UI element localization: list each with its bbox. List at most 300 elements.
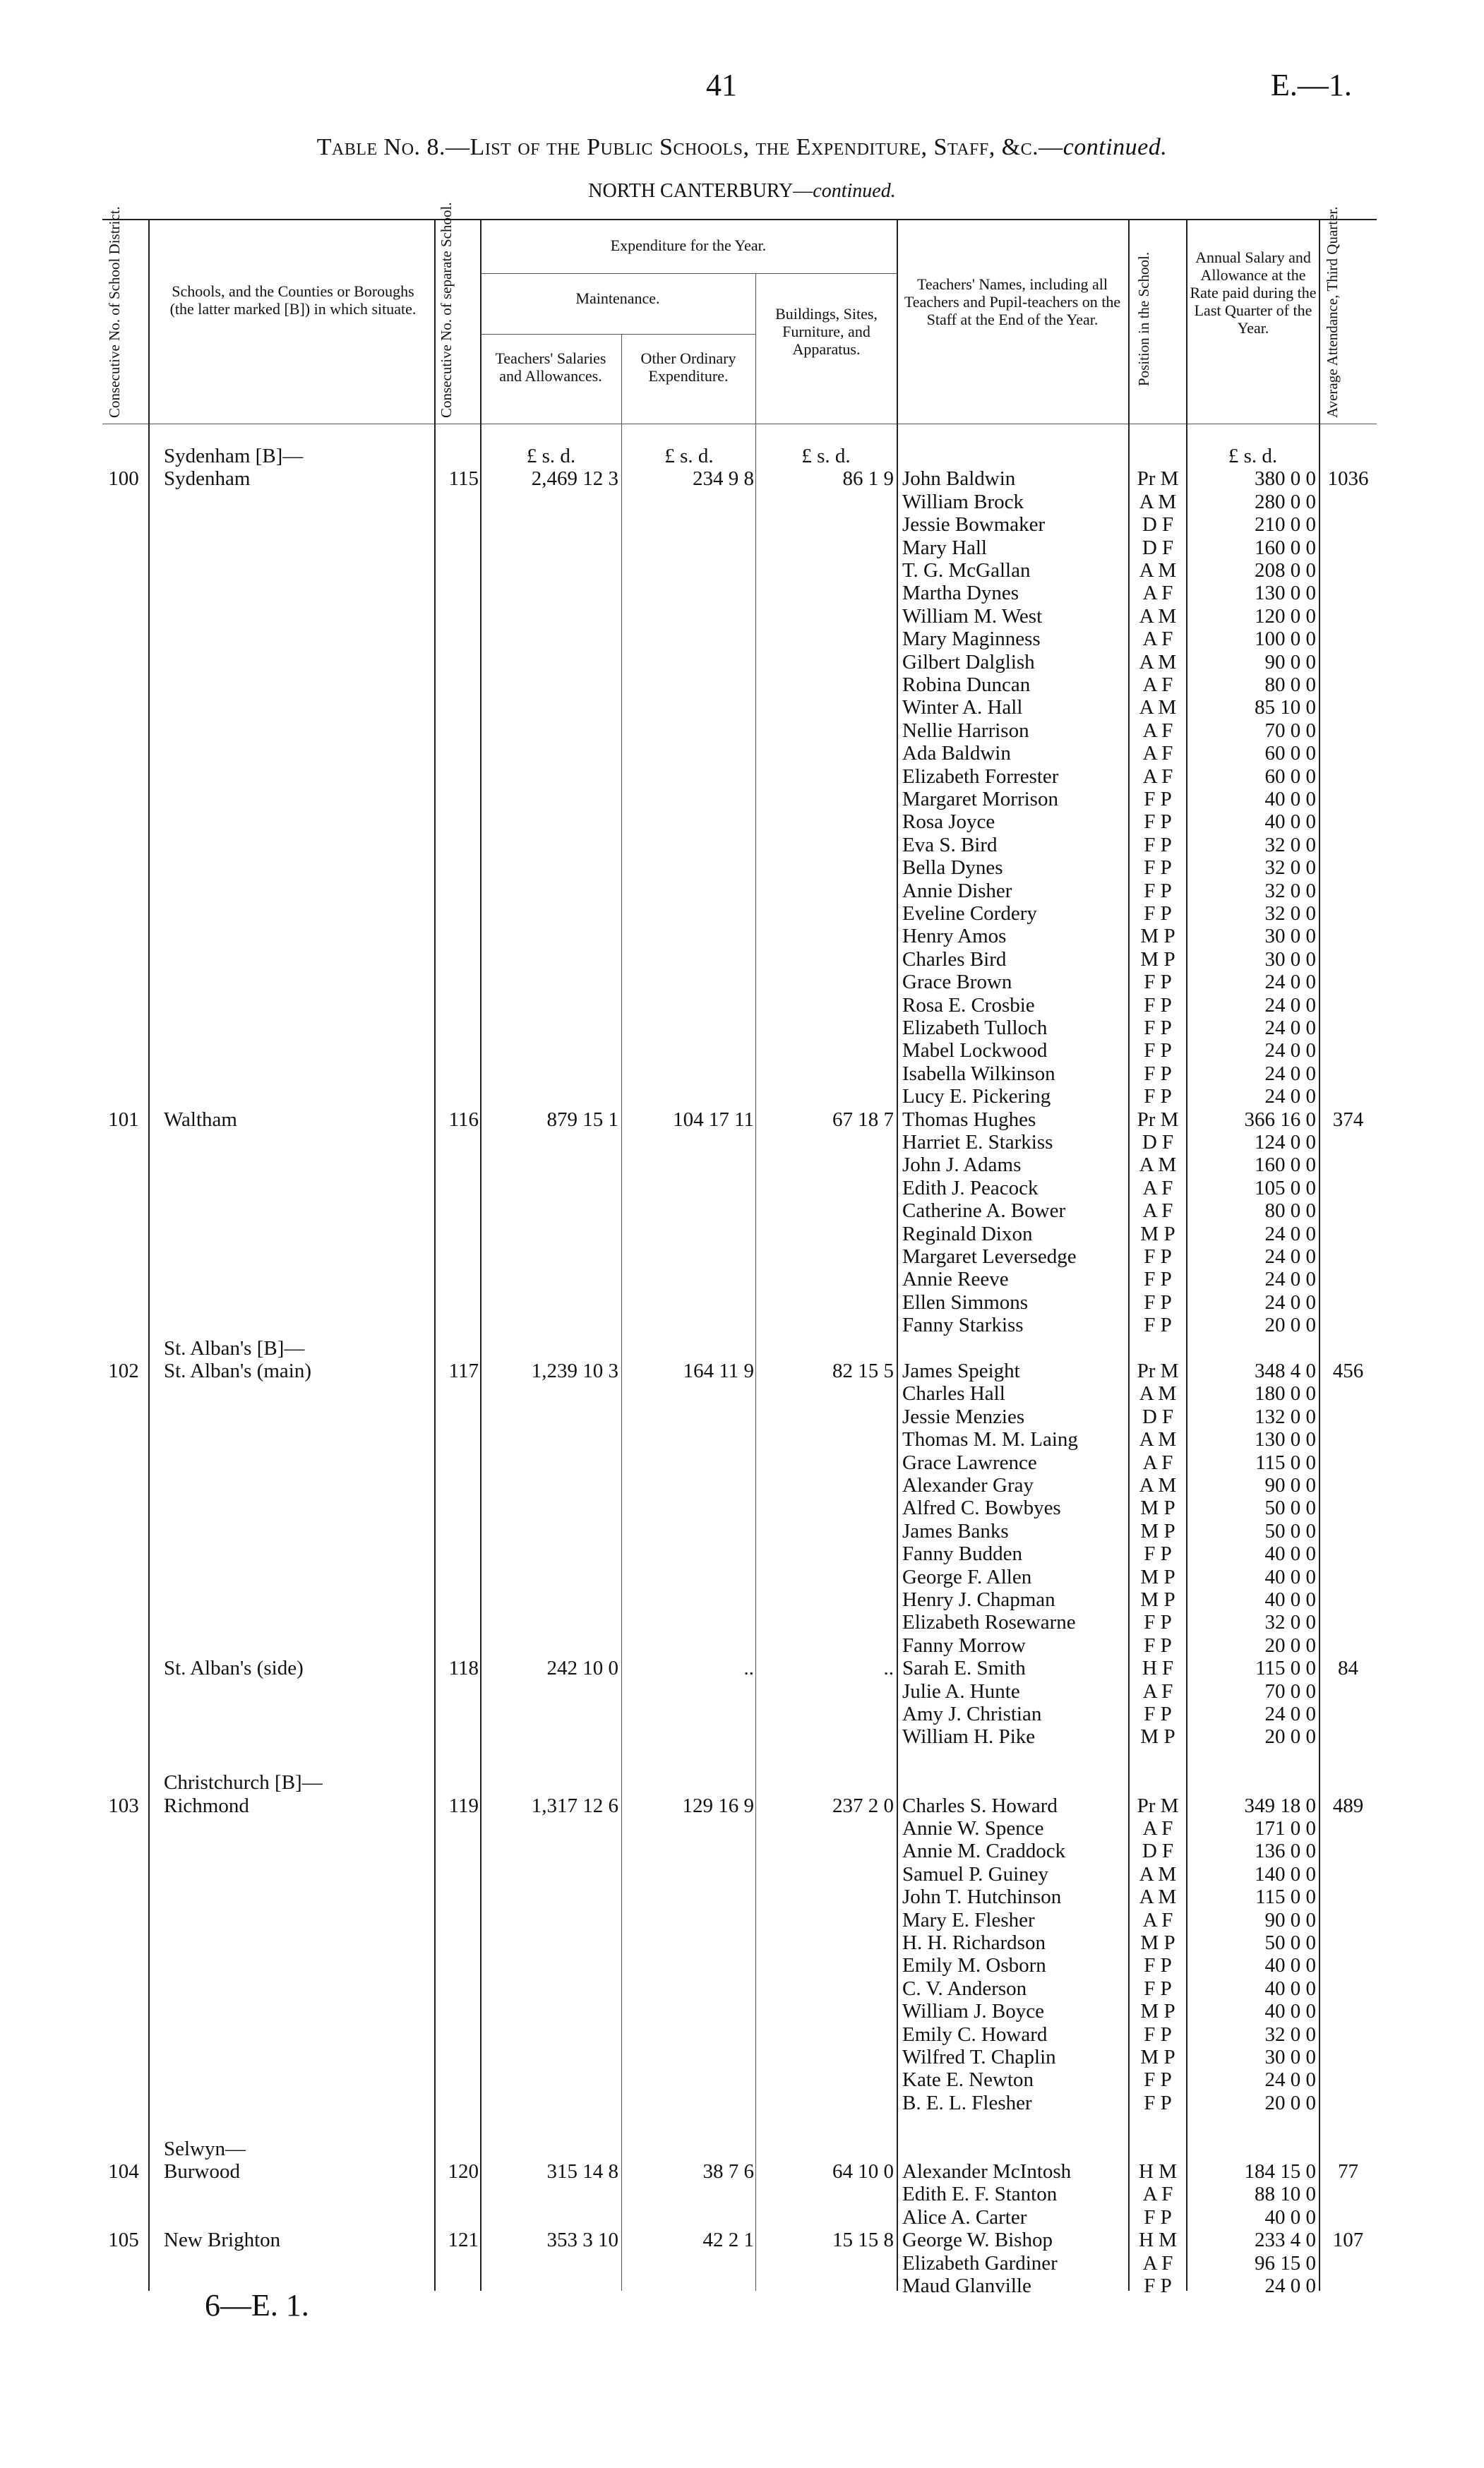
cell-teacher: Edith J. Peacock	[902, 1176, 1039, 1199]
cell-annual: 24 0 0	[1264, 971, 1316, 994]
cell-salaries: 315 14 8	[546, 2160, 618, 2183]
table-title-continued: continued.	[1063, 134, 1168, 160]
cell-salaries: 879 15 1	[546, 1108, 618, 1131]
cell-position: F P	[1144, 856, 1172, 880]
cell-teacher: Elizabeth Forrester	[902, 765, 1059, 788]
cell-position: A M	[1139, 1474, 1177, 1497]
cell-position: F P	[1144, 1085, 1172, 1108]
cell-position: A F	[1142, 765, 1173, 788]
cell-position: M P	[1140, 1931, 1175, 1954]
cell-position: F P	[1144, 1268, 1172, 1291]
cell-school: Richmond	[164, 1794, 249, 1817]
cell-teacher: Thomas Hughes	[902, 1108, 1036, 1131]
cell-teacher: Wilfred T. Chaplin	[902, 2046, 1056, 2068]
cell-teacher: John J. Adams	[902, 1154, 1022, 1177]
table-title-main: Table No. 8.—List of the Public Schools, the Expenditure, Staff, &c.—	[316, 134, 1063, 160]
cell-position: A M	[1139, 604, 1177, 628]
cell-teacher: Winter A. Hall	[902, 696, 1023, 719]
cell-teacher: Harriet E. Starkiss	[902, 1131, 1053, 1154]
cell-teacher: Robina Duncan	[902, 673, 1031, 696]
cell-teacher: T. G. McGallan	[902, 559, 1031, 582]
cell-district: 105	[108, 2229, 139, 2252]
cell-teacher: Annie M. Craddock	[902, 1840, 1066, 1863]
cell-annual: 348 4 0	[1255, 1360, 1316, 1382]
cell-position: A M	[1139, 559, 1177, 582]
cell-position: A F	[1142, 2251, 1173, 2275]
cell-position: F P	[1144, 1634, 1172, 1657]
header-position: Position in the School.	[1135, 251, 1152, 387]
cell-teacher: Eva S. Bird	[902, 833, 998, 856]
cell-other: 164 11 9	[683, 1360, 754, 1382]
header-buildings: Buildings, Sites, Furniture, and Apparatus.	[775, 305, 878, 358]
region-name: NORTH CANTERBURY—	[588, 180, 813, 202]
cell-school: Waltham	[164, 1108, 237, 1131]
cell-teacher: Emily C. Howard	[902, 2023, 1048, 2046]
cell-position: F P	[1144, 2091, 1172, 2114]
cell-teacher: Catherine A. Bower	[902, 1199, 1066, 1223]
footer-code: 6—E. 1.	[205, 2288, 309, 2323]
cell-annual: 30 0 0	[1264, 947, 1316, 971]
cell-annual: 90 0 0	[1264, 1908, 1316, 1931]
col-rule	[148, 219, 150, 2291]
cell-position: A F	[1142, 1679, 1173, 1703]
cell-teacher: Grace Lawrence	[902, 1451, 1037, 1474]
cell-annual: 40 0 0	[1264, 1954, 1316, 1977]
cell-teacher: James Banks	[902, 1519, 1009, 1542]
col-rule	[897, 219, 898, 2291]
cell-annual: 120 0 0	[1255, 604, 1316, 628]
cell-teacher: Fanny Morrow	[902, 1634, 1026, 1657]
cell-position: A F	[1142, 1908, 1173, 1931]
cell-salaries: 1,239 10 3	[531, 1360, 618, 1382]
cell-school-no: 115	[448, 467, 479, 491]
cell-position: A F	[1142, 1176, 1173, 1199]
cell-position: F P	[1144, 1977, 1172, 2000]
cell-teacher: Samuel P. Guiney	[902, 1862, 1049, 1886]
cell-position: A M	[1139, 650, 1177, 673]
cell-position: Pr M	[1137, 1108, 1179, 1131]
cell-buildings: 64 10 0	[832, 2160, 894, 2183]
cell-teacher: Elizabeth Rosewarne	[902, 1611, 1076, 1634]
cell-school: Burwood	[164, 2160, 240, 2183]
cell-position: A F	[1142, 1451, 1173, 1474]
cell-annual: 24 0 0	[1264, 1039, 1316, 1062]
cell-position: F P	[1144, 993, 1172, 1017]
cell-annual: 40 0 0	[1264, 1565, 1316, 1588]
cell-position: H M	[1139, 2160, 1177, 2183]
cell-teacher: Henry Amos	[902, 925, 1007, 948]
cell-position: D F	[1142, 1405, 1174, 1428]
cell-position: F P	[1144, 810, 1172, 834]
cell-teacher: Alfred C. Bowbyes	[902, 1497, 1061, 1520]
cell-position: F P	[1144, 2205, 1172, 2229]
cell-school: St. Alban's [B]—	[164, 1336, 305, 1360]
col-rule	[1128, 219, 1130, 2291]
page-number: 41	[706, 68, 737, 102]
cell-teacher: Ada Baldwin	[902, 742, 1011, 765]
cell-position: F P	[1144, 971, 1172, 994]
table-title	[0, 134, 1484, 161]
cell-position: F P	[1144, 2023, 1172, 2046]
cell-position: M P	[1140, 1588, 1175, 1611]
cell-school-no: 118	[448, 1657, 479, 1680]
col-rule	[621, 334, 622, 2291]
cell-annual: 24 0 0	[1264, 2068, 1316, 2092]
cell-position: A F	[1142, 628, 1173, 651]
cell-school: Selwyn—	[164, 2137, 246, 2160]
cell-school: St. Alban's (main)	[164, 1360, 312, 1382]
cell-position: D F	[1142, 536, 1174, 559]
cell-teacher: Thomas M. M. Laing	[902, 1428, 1078, 1451]
cell-annual: 184 15 0	[1244, 2160, 1316, 2183]
cell-district: 104	[108, 2160, 139, 2183]
cell-teacher: Charles S. Howard	[902, 1794, 1058, 1817]
cell-other: 104 17 11	[673, 1108, 754, 1131]
cell-position: A F	[1142, 1817, 1173, 1840]
cell-buildings: 15 15 8	[832, 2229, 894, 2252]
cell-teacher: Elizabeth Tulloch	[902, 1017, 1048, 1039]
cell-buildings: 67 18 7	[832, 1108, 894, 1131]
cell-annual: 130 0 0	[1255, 1428, 1316, 1451]
cell-buildings: ..	[883, 1657, 894, 1680]
cell-district: 103	[108, 1794, 139, 1817]
cell-teacher: John T. Hutchinson	[902, 1886, 1062, 1909]
cell-annual: 208 0 0	[1255, 559, 1316, 582]
cell-annual: 32 0 0	[1264, 2023, 1316, 2046]
cell-annual: 88 10 0	[1255, 2183, 1316, 2206]
cell-position: F P	[1144, 1039, 1172, 1062]
cell-teacher: Rosa Joyce	[902, 810, 995, 834]
cell-school: Sydenham	[164, 467, 251, 491]
col-rule	[755, 273, 756, 2291]
cell-teacher: Maud Glanville	[902, 2275, 1031, 2297]
cell-teacher: Emily M. Osborn	[902, 1954, 1046, 1977]
cell-position: M P	[1140, 1565, 1175, 1588]
cell-annual: 20 0 0	[1264, 1725, 1316, 1749]
cell-teacher: Annie Disher	[902, 879, 1012, 902]
cell-teacher: C. V. Anderson	[902, 1977, 1027, 2000]
cell-annual: 80 0 0	[1264, 1199, 1316, 1223]
cell-salaries: 1,317 12 6	[531, 1794, 618, 1817]
cell-attendance: 374	[1332, 1108, 1364, 1131]
cell-teacher: B. E. L. Flesher	[902, 2091, 1032, 2114]
header-teachers-salaries: Teachers' Salaries and Allowances.	[495, 349, 606, 385]
cell-position: M P	[1140, 947, 1175, 971]
cell-annual: 70 0 0	[1264, 719, 1316, 742]
cell-buildings: 82 15 5	[832, 1360, 894, 1382]
cell-annual: 100 0 0	[1255, 628, 1316, 651]
cell-school: St. Alban's (side)	[164, 1657, 304, 1680]
cell-teacher: Annie W. Spence	[902, 1817, 1044, 1840]
cell-annual: 140 0 0	[1255, 1862, 1316, 1886]
cell-teacher: Rosa E. Crosbie	[902, 993, 1035, 1017]
cell-position: D F	[1142, 1131, 1174, 1154]
col-rule	[1319, 219, 1320, 2291]
col-rule	[480, 219, 481, 2291]
cell-position: A M	[1139, 1382, 1177, 1406]
cell-annual: 124 0 0	[1255, 1131, 1316, 1154]
cell-school: Christchurch [B]—	[164, 1771, 323, 1795]
cell-annual: 24 0 0	[1264, 1245, 1316, 1268]
cell-position: F P	[1144, 1703, 1172, 1725]
maintenance-rule	[480, 334, 755, 335]
cell-annual: 32 0 0	[1264, 879, 1316, 902]
cell-school: Sydenham [B]—	[164, 445, 304, 467]
cell-position: M P	[1140, 1497, 1175, 1520]
cell-annual: 24 0 0	[1264, 1085, 1316, 1108]
cell-position: F P	[1144, 902, 1172, 925]
cell-district: 101	[108, 1108, 139, 1131]
cell-position: F P	[1144, 2275, 1172, 2297]
cell-position: A F	[1142, 2183, 1173, 2206]
cell-annual: 349 18 0	[1244, 1794, 1316, 1817]
cell-position: F P	[1144, 1062, 1172, 1085]
cell-annual: 50 0 0	[1264, 1519, 1316, 1542]
cell-annual: 30 0 0	[1264, 925, 1316, 948]
cell-buildings: 237 2 0	[832, 1794, 894, 1817]
cell-teacher: William Brock	[902, 490, 1024, 513]
cell-annual: 32 0 0	[1264, 833, 1316, 856]
cell-position: M P	[1140, 1519, 1175, 1542]
cell-attendance: 77	[1338, 2160, 1358, 2183]
cell-annual: 30 0 0	[1264, 2046, 1316, 2068]
cell-teacher: Kate E. Newton	[902, 2068, 1034, 2092]
cell-teacher: George F. Allen	[902, 1565, 1032, 1588]
cell-position: F P	[1144, 1017, 1172, 1039]
cell-position: F P	[1144, 1314, 1172, 1337]
cell-annual: 280 0 0	[1255, 490, 1316, 513]
cell-position: H F	[1142, 1657, 1174, 1680]
cell-position: M P	[1140, 1222, 1175, 1245]
cell-other: 129 16 9	[682, 1794, 754, 1817]
cell-salaries: 353 3 10	[546, 2229, 618, 2252]
cell-annual: 115 0 0	[1255, 1886, 1316, 1909]
header-attendance: Average Attendance, Third Quarter.	[1324, 206, 1341, 418]
cell-attendance: 1036	[1327, 467, 1369, 491]
cell-position: F P	[1144, 1542, 1172, 1566]
cell-salaries: 2,469 12 3	[531, 467, 618, 491]
cell-other: 234 9 8	[693, 467, 754, 491]
cell-teacher: Margaret Leversedge	[902, 1245, 1077, 1268]
cell-annual: 115 0 0	[1255, 1451, 1316, 1474]
cell-annual: 24 0 0	[1264, 1290, 1316, 1314]
cell-other: 38 7 6	[702, 2160, 754, 2183]
cell-teacher: Charles Bird	[902, 947, 1007, 971]
cell-position: F P	[1144, 1290, 1172, 1314]
cell-salaries: 242 10 0	[546, 1657, 618, 1680]
cell-teacher: Henry J. Chapman	[902, 1588, 1055, 1611]
cell-attendance: 489	[1332, 1794, 1364, 1817]
cell-position: A M	[1139, 1862, 1177, 1886]
cell-annual: 171 0 0	[1255, 1817, 1316, 1840]
cell-annual: 130 0 0	[1255, 582, 1316, 605]
cell-teacher: William H. Pike	[902, 1725, 1036, 1749]
cell-teacher: Alexander McIntosh	[902, 2160, 1072, 2183]
cell-annual: 20 0 0	[1264, 1314, 1316, 1337]
cell-annual: 180 0 0	[1255, 1382, 1316, 1406]
cell-teacher: Jessie Menzies	[902, 1405, 1025, 1428]
cell-school: New Brighton	[164, 2229, 281, 2252]
cell-teacher: Grace Brown	[902, 971, 1012, 994]
cell-attendance: 107	[1332, 2229, 1364, 2252]
cell-teacher: Lucy E. Pickering	[902, 1085, 1051, 1108]
cell-position: Pr M	[1137, 467, 1179, 491]
cell-position: A F	[1142, 719, 1173, 742]
cell-annual: 60 0 0	[1264, 742, 1316, 765]
cell-teacher: Edith E. F. Stanton	[902, 2183, 1058, 2206]
cell-position: M P	[1140, 2046, 1175, 2068]
header-annual-salary: Annual Salary and Allowance at the Rate paid during the Last Quarter of the Year.	[1190, 248, 1317, 337]
cell-annual: 24 0 0	[1264, 1268, 1316, 1291]
cell-position: D F	[1142, 1840, 1174, 1863]
cell-annual: 85 10 0	[1255, 696, 1316, 719]
cell-annual: 24 0 0	[1264, 1703, 1316, 1725]
cell-teacher: H. H. Richardson	[902, 1931, 1046, 1954]
cell-position: F P	[1144, 2068, 1172, 2092]
cell-position: M P	[1140, 2000, 1175, 2023]
cell-teacher: Isabella Wilkinson	[902, 1062, 1055, 1085]
header-school-no: Consecutive No. of separate School.	[438, 202, 455, 418]
cell-annual: 380 0 0	[1255, 467, 1316, 491]
unit-buildings: £ s. d.	[801, 445, 851, 467]
cell-teacher: Elizabeth Gardiner	[902, 2251, 1058, 2275]
cell-annual: 32 0 0	[1264, 902, 1316, 925]
cell-annual: 40 0 0	[1264, 2000, 1316, 2023]
cell-annual: 233 4 0	[1255, 2229, 1316, 2252]
cell-teacher: Alice A. Carter	[902, 2205, 1027, 2229]
cell-teacher: James Speight	[902, 1360, 1020, 1382]
cell-position: H M	[1139, 2229, 1177, 2252]
cell-position: F P	[1144, 879, 1172, 902]
cell-teacher: Martha Dynes	[902, 582, 1019, 605]
unit-other: £ s. d.	[664, 445, 714, 467]
cell-other: ..	[743, 1657, 754, 1680]
cell-annual: 32 0 0	[1264, 1611, 1316, 1634]
cell-school-no: 117	[448, 1360, 479, 1382]
cell-school-no: 121	[448, 2229, 479, 2252]
cell-teacher: Mabel Lockwood	[902, 1039, 1048, 1062]
cell-annual: 40 0 0	[1264, 1542, 1316, 1566]
cell-annual: 40 0 0	[1264, 1977, 1316, 2000]
cell-teacher: Reginald Dixon	[902, 1222, 1033, 1245]
unit-annual: £ s. d.	[1228, 445, 1278, 467]
cell-district: 100	[108, 467, 139, 491]
cell-teacher: Bella Dynes	[902, 856, 1003, 880]
cell-annual: 32 0 0	[1264, 856, 1316, 880]
cell-position: A M	[1139, 490, 1177, 513]
page-code: E.—1.	[1271, 68, 1352, 102]
unit-salaries: £ s. d.	[526, 445, 576, 467]
cell-position: A M	[1139, 1886, 1177, 1909]
cell-position: F P	[1144, 1954, 1172, 1977]
cell-teacher: Amy J. Christian	[902, 1703, 1042, 1725]
cell-position: F P	[1144, 1245, 1172, 1268]
cell-teacher: John Baldwin	[902, 467, 1016, 491]
cell-teacher: Nellie Harrison	[902, 719, 1029, 742]
cell-position: A F	[1142, 582, 1173, 605]
cell-annual: 70 0 0	[1264, 1679, 1316, 1703]
header-maintenance: Maintenance.	[575, 289, 660, 307]
cell-position: A M	[1139, 1428, 1177, 1451]
cell-annual: 96 15 0	[1255, 2251, 1316, 2275]
cell-teacher: Mary Maginness	[902, 628, 1041, 651]
cell-teacher: Margaret Morrison	[902, 788, 1058, 810]
cell-position: M P	[1140, 925, 1175, 948]
region-continued: continued.	[813, 180, 896, 202]
cell-teacher: Charles Hall	[902, 1382, 1005, 1406]
cell-annual: 90 0 0	[1264, 1474, 1316, 1497]
cell-annual: 60 0 0	[1264, 765, 1316, 788]
col-rule	[1186, 219, 1187, 2291]
cell-school-no: 120	[448, 2160, 479, 2183]
cell-position: A M	[1139, 696, 1177, 719]
cell-annual: 50 0 0	[1264, 1931, 1316, 1954]
cell-teacher: Eveline Cordery	[902, 902, 1037, 925]
cell-teacher: Mary E. Flesher	[902, 1908, 1035, 1931]
cell-annual: 24 0 0	[1264, 2275, 1316, 2297]
cell-teacher: Gilbert Dalglish	[902, 650, 1035, 673]
cell-position: M P	[1140, 1725, 1175, 1749]
cell-annual: 132 0 0	[1255, 1405, 1316, 1428]
cell-teacher: Jessie Bowmaker	[902, 513, 1046, 537]
col-rule	[434, 219, 436, 2291]
cell-annual: 90 0 0	[1264, 650, 1316, 673]
cell-annual: 24 0 0	[1264, 1222, 1316, 1245]
cell-annual: 210 0 0	[1255, 513, 1316, 537]
region-title	[0, 180, 1484, 203]
cell-annual: 105 0 0	[1255, 1176, 1316, 1199]
header-teachers-names: Teachers' Names, including all Teachers and Pupil-teachers on the Staff at the End of the Year.	[904, 275, 1121, 328]
cell-teacher: Fanny Budden	[902, 1542, 1022, 1566]
cell-annual: 160 0 0	[1255, 536, 1316, 559]
cell-position: A F	[1142, 673, 1173, 696]
cell-position: Pr M	[1137, 1360, 1179, 1382]
cell-teacher: Julie A. Hunte	[902, 1679, 1020, 1703]
header-school: Schools, and the Counties or Boroughs (the latter marked [B]) in which situate.	[169, 282, 417, 318]
cell-other: 42 2 1	[702, 2229, 754, 2252]
cell-annual: 24 0 0	[1264, 1062, 1316, 1085]
cell-attendance: 84	[1338, 1657, 1358, 1680]
header-district-no: Consecutive No. of School District.	[106, 206, 123, 418]
cell-teacher: George W. Bishop	[902, 2229, 1053, 2252]
header-expenditure: Expenditure for the Year.	[610, 236, 767, 254]
cell-teacher: William M. West	[902, 604, 1043, 628]
cell-teacher: Mary Hall	[902, 536, 987, 559]
cell-buildings: 86 1 9	[842, 467, 894, 491]
cell-annual: 50 0 0	[1264, 1497, 1316, 1520]
cell-attendance: 456	[1332, 1360, 1364, 1382]
cell-annual: 20 0 0	[1264, 2091, 1316, 2114]
cell-position: A F	[1142, 742, 1173, 765]
cell-school-no: 119	[448, 1794, 479, 1817]
cell-annual: 24 0 0	[1264, 993, 1316, 1017]
cell-annual: 40 0 0	[1264, 2205, 1316, 2229]
cell-annual: 40 0 0	[1264, 1588, 1316, 1611]
cell-teacher: Fanny Starkiss	[902, 1314, 1024, 1337]
cell-annual: 160 0 0	[1255, 1154, 1316, 1177]
cell-annual: 20 0 0	[1264, 1634, 1316, 1657]
cell-annual: 366 16 0	[1244, 1108, 1316, 1131]
cell-annual: 40 0 0	[1264, 788, 1316, 810]
cell-district: 102	[108, 1360, 139, 1382]
cell-annual: 24 0 0	[1264, 1017, 1316, 1039]
cell-teacher: Sarah E. Smith	[902, 1657, 1026, 1680]
cell-teacher: Alexander Gray	[902, 1474, 1034, 1497]
cell-position: F P	[1144, 788, 1172, 810]
cell-annual: 40 0 0	[1264, 810, 1316, 834]
cell-annual: 80 0 0	[1264, 673, 1316, 696]
cell-position: F P	[1144, 1611, 1172, 1634]
